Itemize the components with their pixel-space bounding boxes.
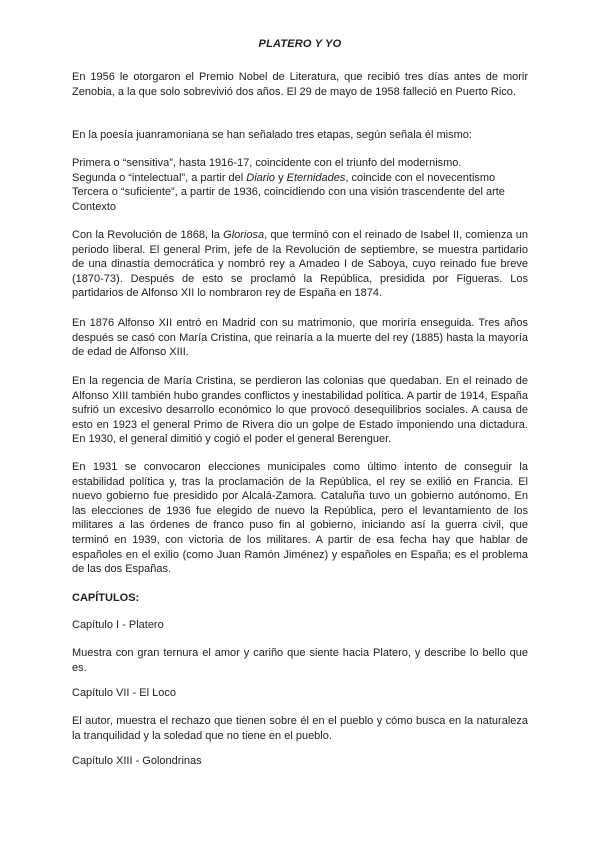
stages-intro: En la poesía juanramoniana se han señalado tres etapas, según señala él mismo: xyxy=(72,129,472,141)
chapter-1-title: Capítulo I - Platero xyxy=(72,619,164,631)
chapter-1-text: Muestra con gran ternura el amor y cariño que siente hacia Platero, y describe lo bello que es. xyxy=(72,647,528,674)
chapter-13-title: Capítulo XIII - Golondrinas xyxy=(72,755,202,767)
context-paragraph-2: En 1876 Alfonso XII entró en Madrid con su matrimonio, que moriría enseguida. Tres años después se casó con María Cristina, que reinaría a la muerte del rey (1885) hasta la mayoría de edad de Alfonso XIII. xyxy=(72,317,528,359)
context-paragraph-4: En 1931 se convocaron elecciones municipales como último intento de conseguir la estabilidad política y, tras la proclamación de la República, el rey se exilió en Francia. El nuevo gobierno fue presidido por Alcalá-Zamora. Cataluña tuvo un gobierno autónomo. En las elecciones de 1936 fue elegido de nuevo la República, pero el levantamiento de los militares a las órdenes de franco puso fin al gobierno, iniciando así la guerra civil, que terminó en 1939, con victoria de los militares. A partir de esa fecha hay que hablar de españoles en el exilio (como Juan Ramón Jiménez) y españoles en España; es el problema de las dos Españas. xyxy=(72,461,528,576)
stages-list xyxy=(72,156,528,214)
context-paragraph-1: Con la Revolución de 1868, la Gloriosa, que terminó con el reinado de Isabel II, comienza un periodo liberal. El general Prim, jefe de la Revolución de septiembre, se muestra partidario de una dinastía democrática y nombró rey a Amadeo I de Saboya, cuyo reinado fue breve (1870-73). Después de esto se proclamó la República, presidida por Figueras. Los partidarios de Alfonso XII lo nombraron rey de España en 1874. xyxy=(72,229,528,300)
chapters-heading: CAPÍTULOS: xyxy=(72,592,140,604)
chapter-7-text: El autor, muestra el rechazo que tienen sobre él en el pueblo y cómo busca en la naturaleza la tranquilidad y la soledad que no tiene en el pueblo. xyxy=(72,715,528,742)
stage-3: Tercera o “suficiente”, a partir de 1936, coincidiendo con una visión trascendente del arte xyxy=(72,186,505,199)
chapter-7-title: Capítulo VII - El Loco xyxy=(72,687,176,699)
stage-2: Segunda o “intelectual”, a partir del Diario y Eternidades, coincide con el novecentismo xyxy=(72,171,496,184)
intro-paragraph: En 1956 le otorgaron el Premio Nobel de Literatura, que recibió tres días antes de morir Zenobia, a la que solo sobrevivió dos años. El 29 de mayo de 1958 falleció en Puerto Rico. xyxy=(72,71,528,98)
stage-1: Primera o “sensitiva”, hasta 1916-17, coincidente con el triunfo del modernismo. xyxy=(72,157,462,169)
context-heading: Contexto xyxy=(72,200,117,213)
context-paragraph-3: En la regencia de María Cristina, se perdieron las colonias que quedaban. En el reinado de Alfonso XIII también hubo grandes conflictos y inestabilidad política. A partir de 1914, España sufrió un excesivo desarrollo económico lo que provocó desequilibrios sociales. A causa de esto en 1923 el general Primo de Rivera dio un golpe de Estado imponiendo una dictadura. En 1930, el general dimitió y cogió el poder el general Berenguer. xyxy=(72,375,528,446)
page-title: PLATERO Y YO xyxy=(258,38,342,50)
